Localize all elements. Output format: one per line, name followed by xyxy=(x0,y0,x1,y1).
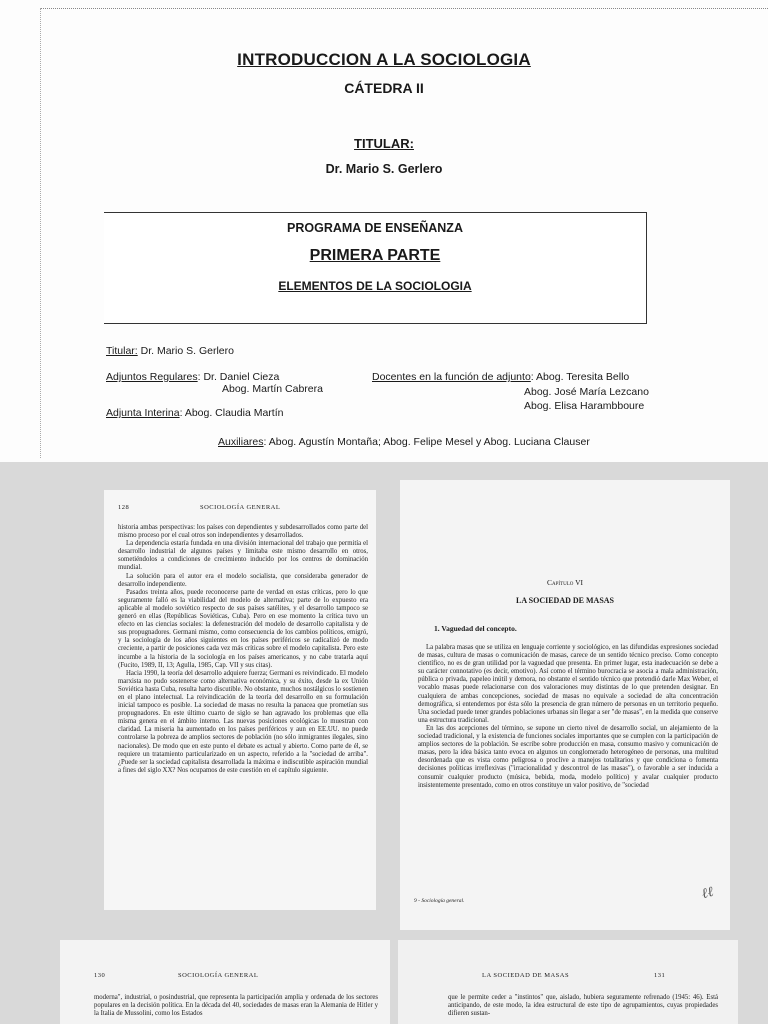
book-page-right xyxy=(400,480,730,930)
staff-adjunta-label: Adjunta Interina xyxy=(106,407,180,419)
paragraph: La solución para el autor era el modelo socialista, que consideraba generador de desarrollo independiente. xyxy=(118,572,368,588)
staff-adjuntos xyxy=(106,371,279,383)
section-heading: 1. Vaguedad del concepto. xyxy=(434,624,517,633)
course-title: INTRODUCCION A LA SOCIOLOGIA xyxy=(237,50,531,69)
book-page-left xyxy=(104,490,376,910)
chapter-title: LA SOCIEDAD DE MASAS xyxy=(515,596,615,605)
elementos-heading: ELEMENTOS DE LA SOCIOLOGIA xyxy=(278,279,472,293)
paragraph: Pasados treinta años, puede reconocerse parte de verdad en estas críticas, pero lo que seguramente falló es la viabilidad del modelo de alternativa; parte de lo expuesto era aplicable al modelo soviético respecto de sus países satélites, y el desarrollo tampoco se generó en ellas (Repúblicas Soviéticas, Cuba). Pero en ese momento la crítica tuvo un efecto en las ciencias sociales: la defenestración del modelo de desarrollo capitalista y de sus propugnadores. Germani mismo, como consecuencia de los cambios políticos, emigró, y la sociología de los años siguientes en los países periféricos se radicalizó de modo creciente, a partir de posiciones cada vez más críticas sobre el modelo capitalista. Pero este incumbe a la historia de la sociología en los países americanos, y no cabe tratarla aquí (Fucito, 1989, II, 13; Agulla, 1985, Cap. VII y sus citas). xyxy=(118,588,368,669)
staff-docentes xyxy=(372,371,629,383)
paragraph: que le permite ceder a "instintos" que, aislado, hubiera seguramente refrenado (1945: 46). Está anticipando, de este modo, la idea estructural de este tipo de agrupamientos, cuyas propiedades difieren sustan- xyxy=(448,994,718,1018)
book-page-bottom-left xyxy=(60,940,390,1024)
paragraph: La dependencia estaría fundada en una división internacional del trabajo que permitía el desarrollo industrial de algunos países y limitaba este mismo desarrollo en otros, sometiéndolos a condiciones de crecimiento inducido por los centros de dominación mundial. xyxy=(118,540,368,572)
titular-name: Dr. Mario S. Gerlero xyxy=(325,162,443,176)
book-page-bottom-right xyxy=(398,940,738,1024)
page-body xyxy=(94,994,378,1018)
staff-docentes-label: Docentes en la función de adjunto xyxy=(372,371,531,383)
staff-titular xyxy=(106,345,234,357)
scan-edge-top xyxy=(40,8,768,9)
staff-adjuntos-2: Abog. Martín Cabrera xyxy=(222,383,323,395)
staff-adjunta-value: : Abog. Claudia Martín xyxy=(179,407,284,419)
page-body xyxy=(118,524,368,775)
staff-docentes-3: Abog. Elisa Harambboure xyxy=(524,400,645,412)
staff-auxiliares xyxy=(218,436,590,448)
paragraph: Hacia 1990, la teoría del desarrollo adquiere fuerza; Germani es reivindicado. El modelo marxista no pudo sostenerse como alternativa económica, y su éxito, desde la ex Unión Soviética hasta Cuba, resulta harto discutible. No obstante, muchos nostálgicos lo sostienen en el plano intelectual. La reivindicación de la teoría del desarrollo en su formulación inicial tampoco es posible. La sociedad de masas no resulta la panacea que prometían sus propugnadores. En este último cuarto de siglo se han agravado los problemas que ella misma genera en el ámbito interno. Las nuevas posiciones ecológicas lo muestran con claridad. La miseria ha aumentado en los países periféricos y aun en EE.UU. no puede controlarse la pobreza de amplios sectores de población (no sólo inmigrantes ilegales, sino nacionales). De modo que en este punto el debate es actual y abierto. Como parte de él, se requiere un tratamiento particularizado en un aspecto, referido a la "sociedad de arriba". ¿Puede ser la sociedad capitalista desarrollada la máxima e indiscutible aspiración mundial a fines del siglo XX? Nos ocupamos de este cuestión en el capítulo siguiente. xyxy=(118,669,368,774)
paragraph: La palabra masas que se utiliza en lenguaje corriente y sociológico, en las difundidas expresiones sociedad de masas, cultura de masas o comunicación de masas, carece de un sentido técnico preciso. Como concepto científico, no es de gran utilidad por la vaguedad que presenta. En primer lugar, esta inadecuación se debe a su carácter connotativo (es decir, emotivo). Así como el término burocracia se asocia a mala administración, pública o privada, papeleo inútil y demora, no obstante el sentido técnico que pretendió darle Max Weber, el vocablo masas puede relacionarse con dos valoraciones muy distintas de lo que pretenden designar. En cualquiera de ambas concepciones, sociedad de masas no equivale a sociedad de alta concentración demográfica, si entendemos por ésta sólo la presencia de gran número de personas en un territorio pequeño. Una sociedad puede tener grandes poblaciones urbanas sin llegar a ser "de masas", en la medida que conserve una estructura tradicional. xyxy=(418,644,718,724)
staff-adjuntos-1: : Dr. Daniel Cieza xyxy=(197,371,280,383)
chapter-number: Capítulo VI xyxy=(546,578,584,587)
scan-edge-left xyxy=(40,8,41,458)
cover-page xyxy=(0,0,768,462)
footnote: 9 - Sociología general. xyxy=(414,898,465,904)
staff-auxiliares-label: Auxiliares xyxy=(218,436,264,448)
program-box xyxy=(104,212,647,324)
handwritten-mark: ℓℓ xyxy=(700,884,716,903)
paragraph: historia ambas perspectivas: los países con dependientes y subdesarrollados como parte del mismo proceso por el cual otros son independientes y desarrollados. xyxy=(118,524,368,540)
titular-heading: TITULAR: xyxy=(354,136,414,151)
staff-titular-value: Dr. Mario S. Gerlero xyxy=(137,345,234,357)
staff-adjuntos-label: Adjuntos Regulares xyxy=(106,371,198,383)
page-number: 128 xyxy=(118,504,130,511)
running-head: SOCIOLOGÍA GENERAL xyxy=(200,504,281,511)
catedra-label: CÁTEDRA II xyxy=(344,80,424,96)
page-body xyxy=(418,644,718,790)
page-number: 131 xyxy=(654,972,666,979)
programa-heading: PROGRAMA DE ENSEÑANZA xyxy=(287,221,463,235)
running-head: SOCIOLOGÍA GENERAL xyxy=(178,972,259,979)
primera-parte-heading: PRIMERA PARTE xyxy=(309,247,441,264)
staff-auxiliares-value: : Abog. Agustín Montaña; Abog. Felipe Mesel y Abog. Luciana Clauser xyxy=(263,436,590,448)
paragraph: En las dos acepciones del término, se supone un cierto nivel de desarrollo social, un alejamiento de la sociedad tradicional, y la existencia de funciones sociales importantes que se cumplen con la participación de amplios sectores de la población. Se escribe sobre producción en masa, consumo masivo y comunicación de masas, pero la idea básica tanto evoca en algunos un conglomerado heterogéneo de personas, una multitud desordenada que es vista como peligrosa o proclive a manejos totalitarios y que condiciona o fomenta decisiones políticas irreflexivas ("irracionalidad y descontrol de las masas"), o favorable a ser inducida a consumir cualquier producto (música, bebida, moda, modelo político) y avalar cualquier producto insistentemente presentado, como en otros constituye un valor positivo, de "sociedad xyxy=(418,724,718,789)
running-head: LA SOCIEDAD DE MASAS xyxy=(482,972,570,979)
page-number: 130 xyxy=(94,972,106,979)
page-body xyxy=(448,994,718,1018)
staff-titular-label: Titular: xyxy=(106,345,138,357)
staff-adjunta xyxy=(106,407,283,419)
staff-docentes-1: : Abog. Teresita Bello xyxy=(530,371,630,383)
staff-docentes-2: Abog. José María Lezcano xyxy=(524,386,649,398)
paragraph: moderna", industrial, o posindustrial, que representa la participación amplia y ordenada de los sectores populares en la decisión política. En la década del 40, sociedades de masas eran la Alemania de Hitler y la Italia de Mussolini, como los Estados xyxy=(94,994,378,1018)
